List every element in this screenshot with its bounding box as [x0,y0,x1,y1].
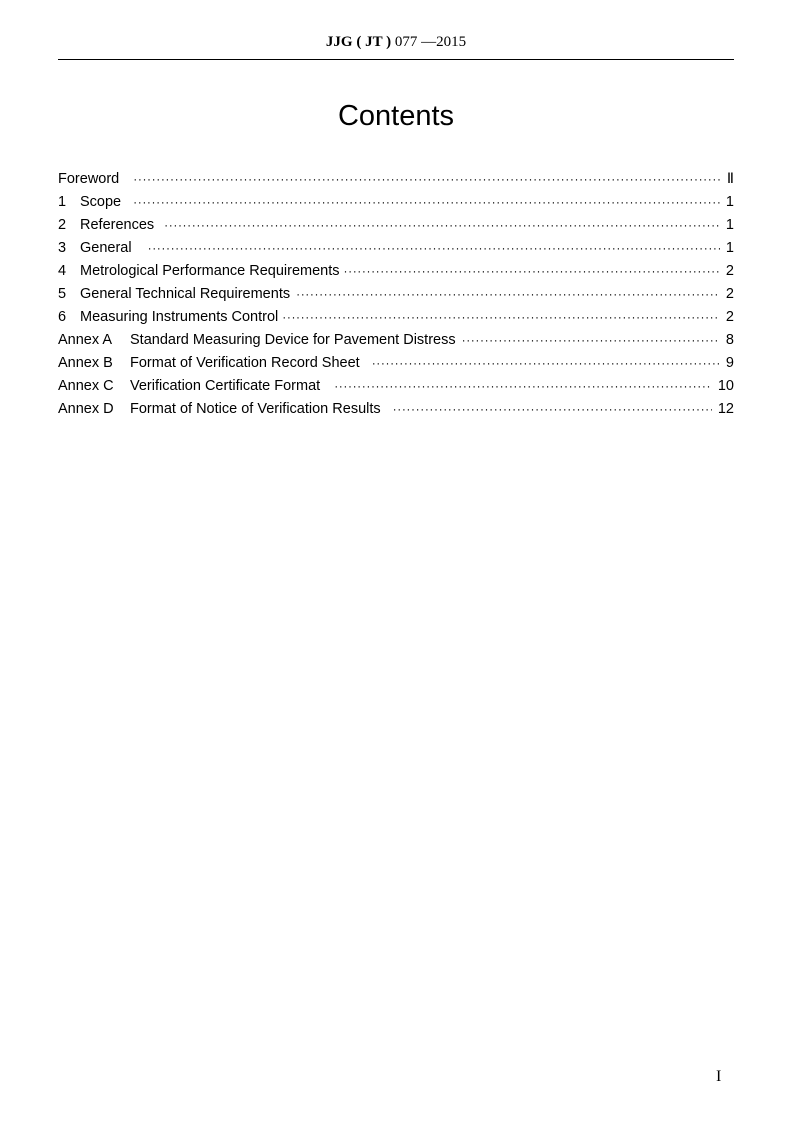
running-header [58,34,734,51]
leader-dots [393,398,712,421]
toc-number: Annex A [58,332,113,348]
header-rule [58,59,734,60]
toc-entry-foreword[interactable] [58,168,734,191]
toc-number: 1 [58,194,67,210]
toc-label: Standard Measuring Device for Pavement Distress [130,332,456,348]
toc-label: Verification Certificate Format [130,378,321,394]
toc-number: Annex B [58,355,113,371]
toc-page: 2 [725,263,734,279]
page-title: Contents [337,100,455,132]
toc-entry-instruments-control[interactable] [58,306,734,329]
toc-label: General Technical Requirements [80,286,291,302]
toc-label: Format of Verification Record Sheet [130,355,360,371]
toc-entry-annex-c[interactable] [58,375,734,398]
toc-page: Ⅱ [726,171,734,187]
toc-number: 5 [58,286,67,302]
toc-page: 8 [725,332,734,348]
leader-dots [148,237,720,260]
toc-page: 2 [725,309,734,325]
leader-dots [462,329,720,352]
toc-page: 2 [725,286,734,302]
toc-entry-metrological-performance[interactable] [58,260,734,283]
toc-label: Measuring Instruments Control [80,309,279,325]
leader-dots [334,375,712,398]
toc-number: 2 [58,217,67,233]
toc-page: 9 [725,355,734,371]
toc-number: Annex C [58,378,114,394]
toc-label: Scope [80,194,122,210]
toc-entry-annex-b[interactable] [58,352,734,375]
toc-entry-general-technical[interactable] [58,283,734,306]
toc-label: Format of Notice of Verification Results [130,401,381,417]
leader-dots [344,260,720,283]
table-of-contents [58,168,734,421]
toc-page: 10 [717,378,734,394]
leader-dots [133,191,720,214]
leader-dots [164,214,720,237]
toc-label: Metrological Performance Requirements [80,263,340,279]
leader-dots [372,352,720,375]
standard-number: 077 —2015 [391,34,467,50]
toc-label: References [80,217,155,233]
toc-entry-annex-d[interactable] [58,398,734,421]
toc-entry-references[interactable] [58,214,734,237]
standard-code: JJG ( JT ) [325,34,392,50]
toc-entry-general[interactable] [58,237,734,260]
toc-number: Annex D [58,401,114,417]
leader-dots [282,306,720,329]
toc-entry-scope[interactable] [58,191,734,214]
leader-dots [133,168,720,191]
toc-number: 4 [58,263,67,279]
leader-dots [296,283,720,306]
toc-number: 3 [58,240,67,256]
toc-entry-annex-a[interactable] [58,329,734,352]
toc-page: 1 [725,194,734,210]
toc-page: 1 [725,217,734,233]
toc-page: 12 [717,401,734,417]
toc-number: 6 [58,309,67,325]
toc-page: 1 [725,240,734,256]
toc-label: Foreword [58,171,120,187]
toc-label: General [80,240,132,256]
page-folio: I [716,1068,722,1085]
